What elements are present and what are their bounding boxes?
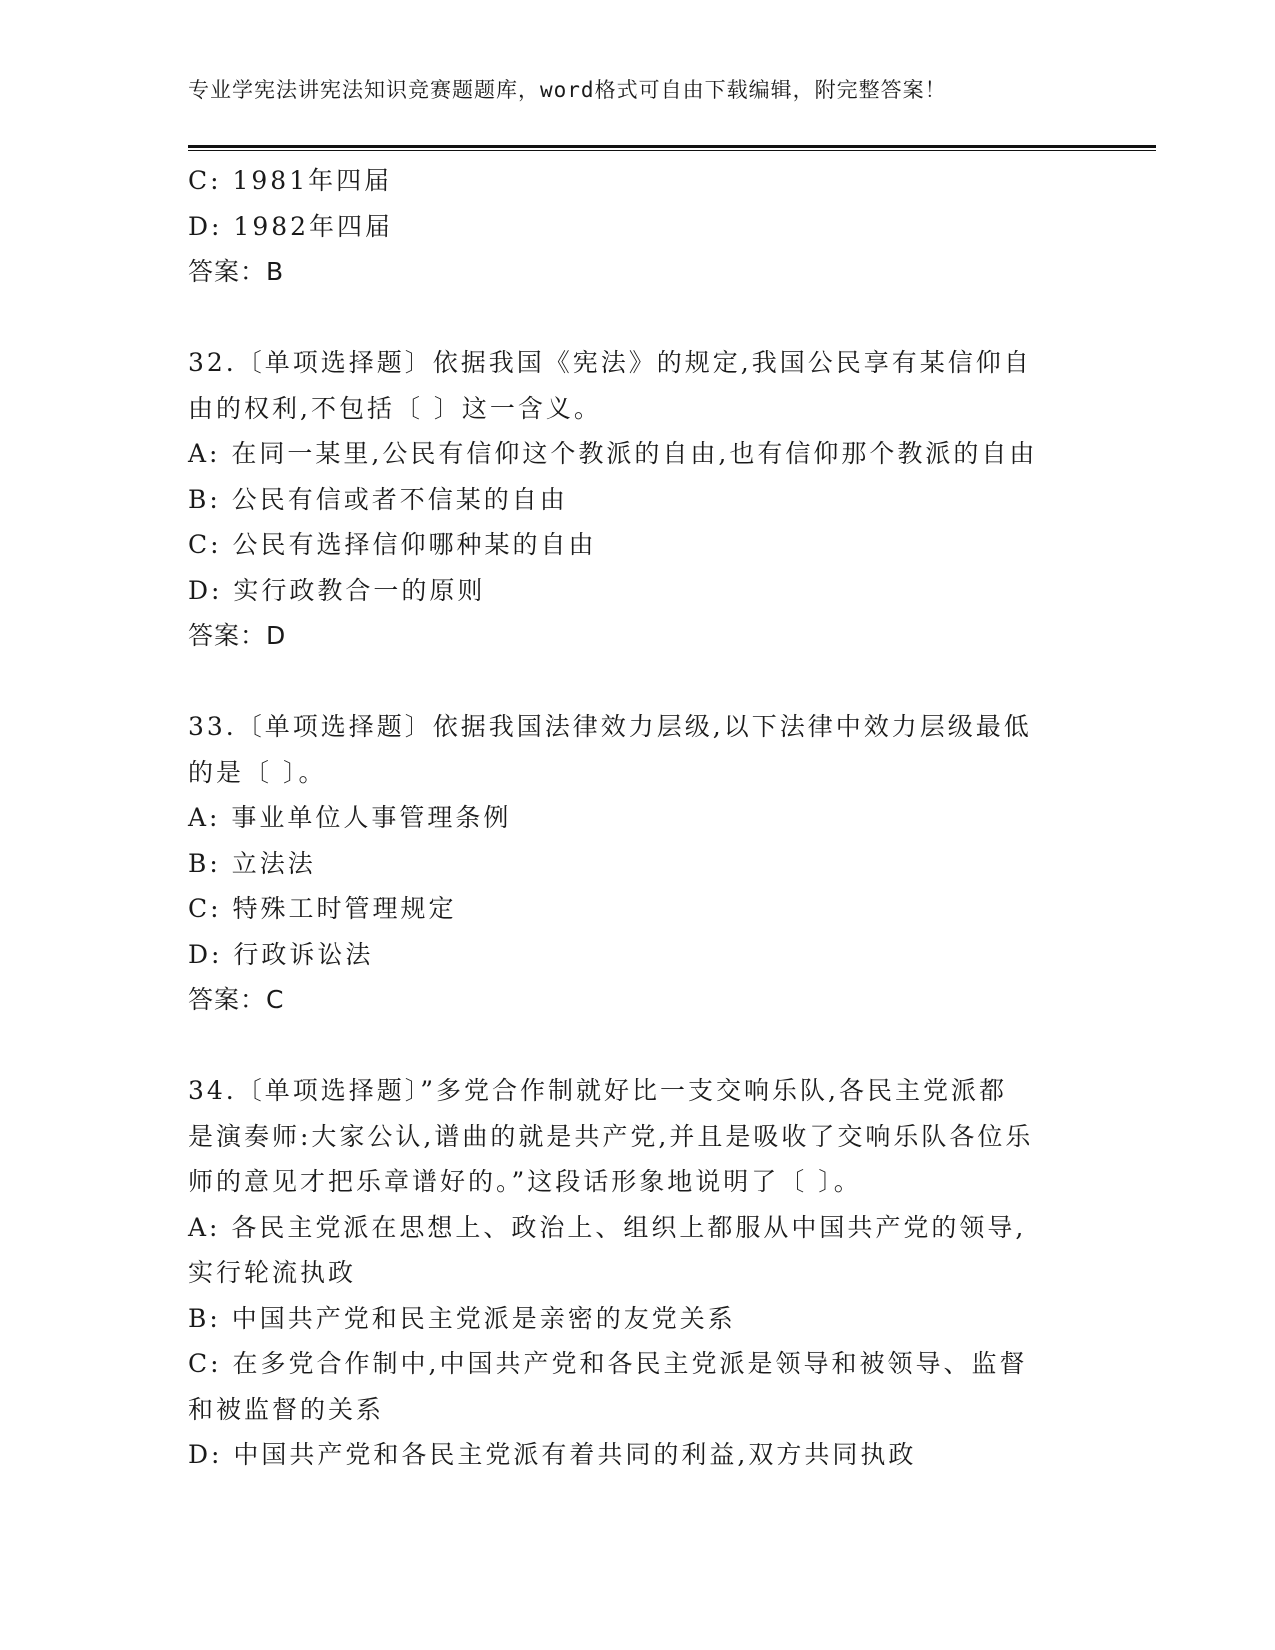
q32-stem-line2: 由的权利,不包括〔 〕这一含义。 — [188, 393, 602, 423]
q32-option-c: C: 公民有选择信仰哪种某的自由 — [188, 530, 597, 559]
q34-stem-line3: 师的意见才把乐章谱好的。”这段话形象地说明了〔 〕。 — [188, 1167, 862, 1196]
header-rule-thin — [188, 150, 1156, 151]
q32-option-a: A: 在同一某里,公民有信仰这个教派的自由,也有信仰那个教派的自由 — [188, 439, 1038, 468]
q34-option-d: D: 中国共产党和各民主党派有着共同的利益,双方共同执政 — [188, 1440, 917, 1469]
spacer — [188, 295, 1088, 341]
question-content — [188, 158, 1088, 1478]
spacer — [188, 659, 1088, 705]
q34-stem-line1: 34.〔单项选择题〕”多党合作制就好比一支交响乐队,各民主党派都 — [188, 1076, 1007, 1105]
q34-option-b: B: 中国共产党和民主党派是亲密的友党关系 — [188, 1303, 736, 1333]
q31-option-d: D: 1982年四届 — [188, 211, 394, 241]
spacer — [188, 1023, 1088, 1069]
q32-answer: 答案：D — [188, 621, 287, 650]
q32-option-d: D: 实行政教合一的原则 — [188, 575, 486, 605]
q32-stem-line1: 32.〔单项选择题〕依据我国《宪法》的规定,我国公民享有某信仰自 — [188, 348, 1032, 377]
header-rule-thick — [188, 145, 1156, 148]
q33-stem-line1: 33.〔单项选择题〕依据我国法律效力层级,以下法律中效力层级最低 — [188, 712, 1032, 741]
q34-option-a-line1: A: 各民主党派在思想上、政治上、组织上都服从中国共产党的领导, — [188, 1212, 1027, 1242]
q32-option-b: B: 公民有信或者不信某的自由 — [188, 484, 568, 514]
q33-answer: 答案：C — [188, 985, 285, 1014]
q33-option-a: A: 事业单位人事管理条例 — [188, 803, 512, 832]
q34-option-c-line2: 和被监督的关系 — [188, 1394, 385, 1424]
q34-option-c-line1: C: 在多党合作制中,中国共产党和各民主党派是领导和被领导、监督 — [188, 1349, 1028, 1378]
q31-option-c: C: 1981年四届 — [188, 166, 393, 195]
page-header: 专业学宪法讲宪法知识竞赛题题库，word格式可自由下载编辑，附完整答案！ — [188, 78, 947, 102]
q34-option-a-line2: 实行轮流执政 — [188, 1258, 357, 1287]
q33-option-b: B: 立法法 — [188, 848, 316, 878]
q33-stem-line2: 的是〔 〕。 — [188, 757, 327, 787]
q31-answer: 答案：B — [188, 257, 285, 286]
q33-option-d: D: 行政诉讼法 — [188, 939, 374, 969]
q33-option-c: C: 特殊工时管理规定 — [188, 894, 457, 923]
q34-stem-line2: 是演奏师:大家公认,谱曲的就是共产党,并且是吸收了交响乐队各位乐 — [188, 1121, 1034, 1151]
